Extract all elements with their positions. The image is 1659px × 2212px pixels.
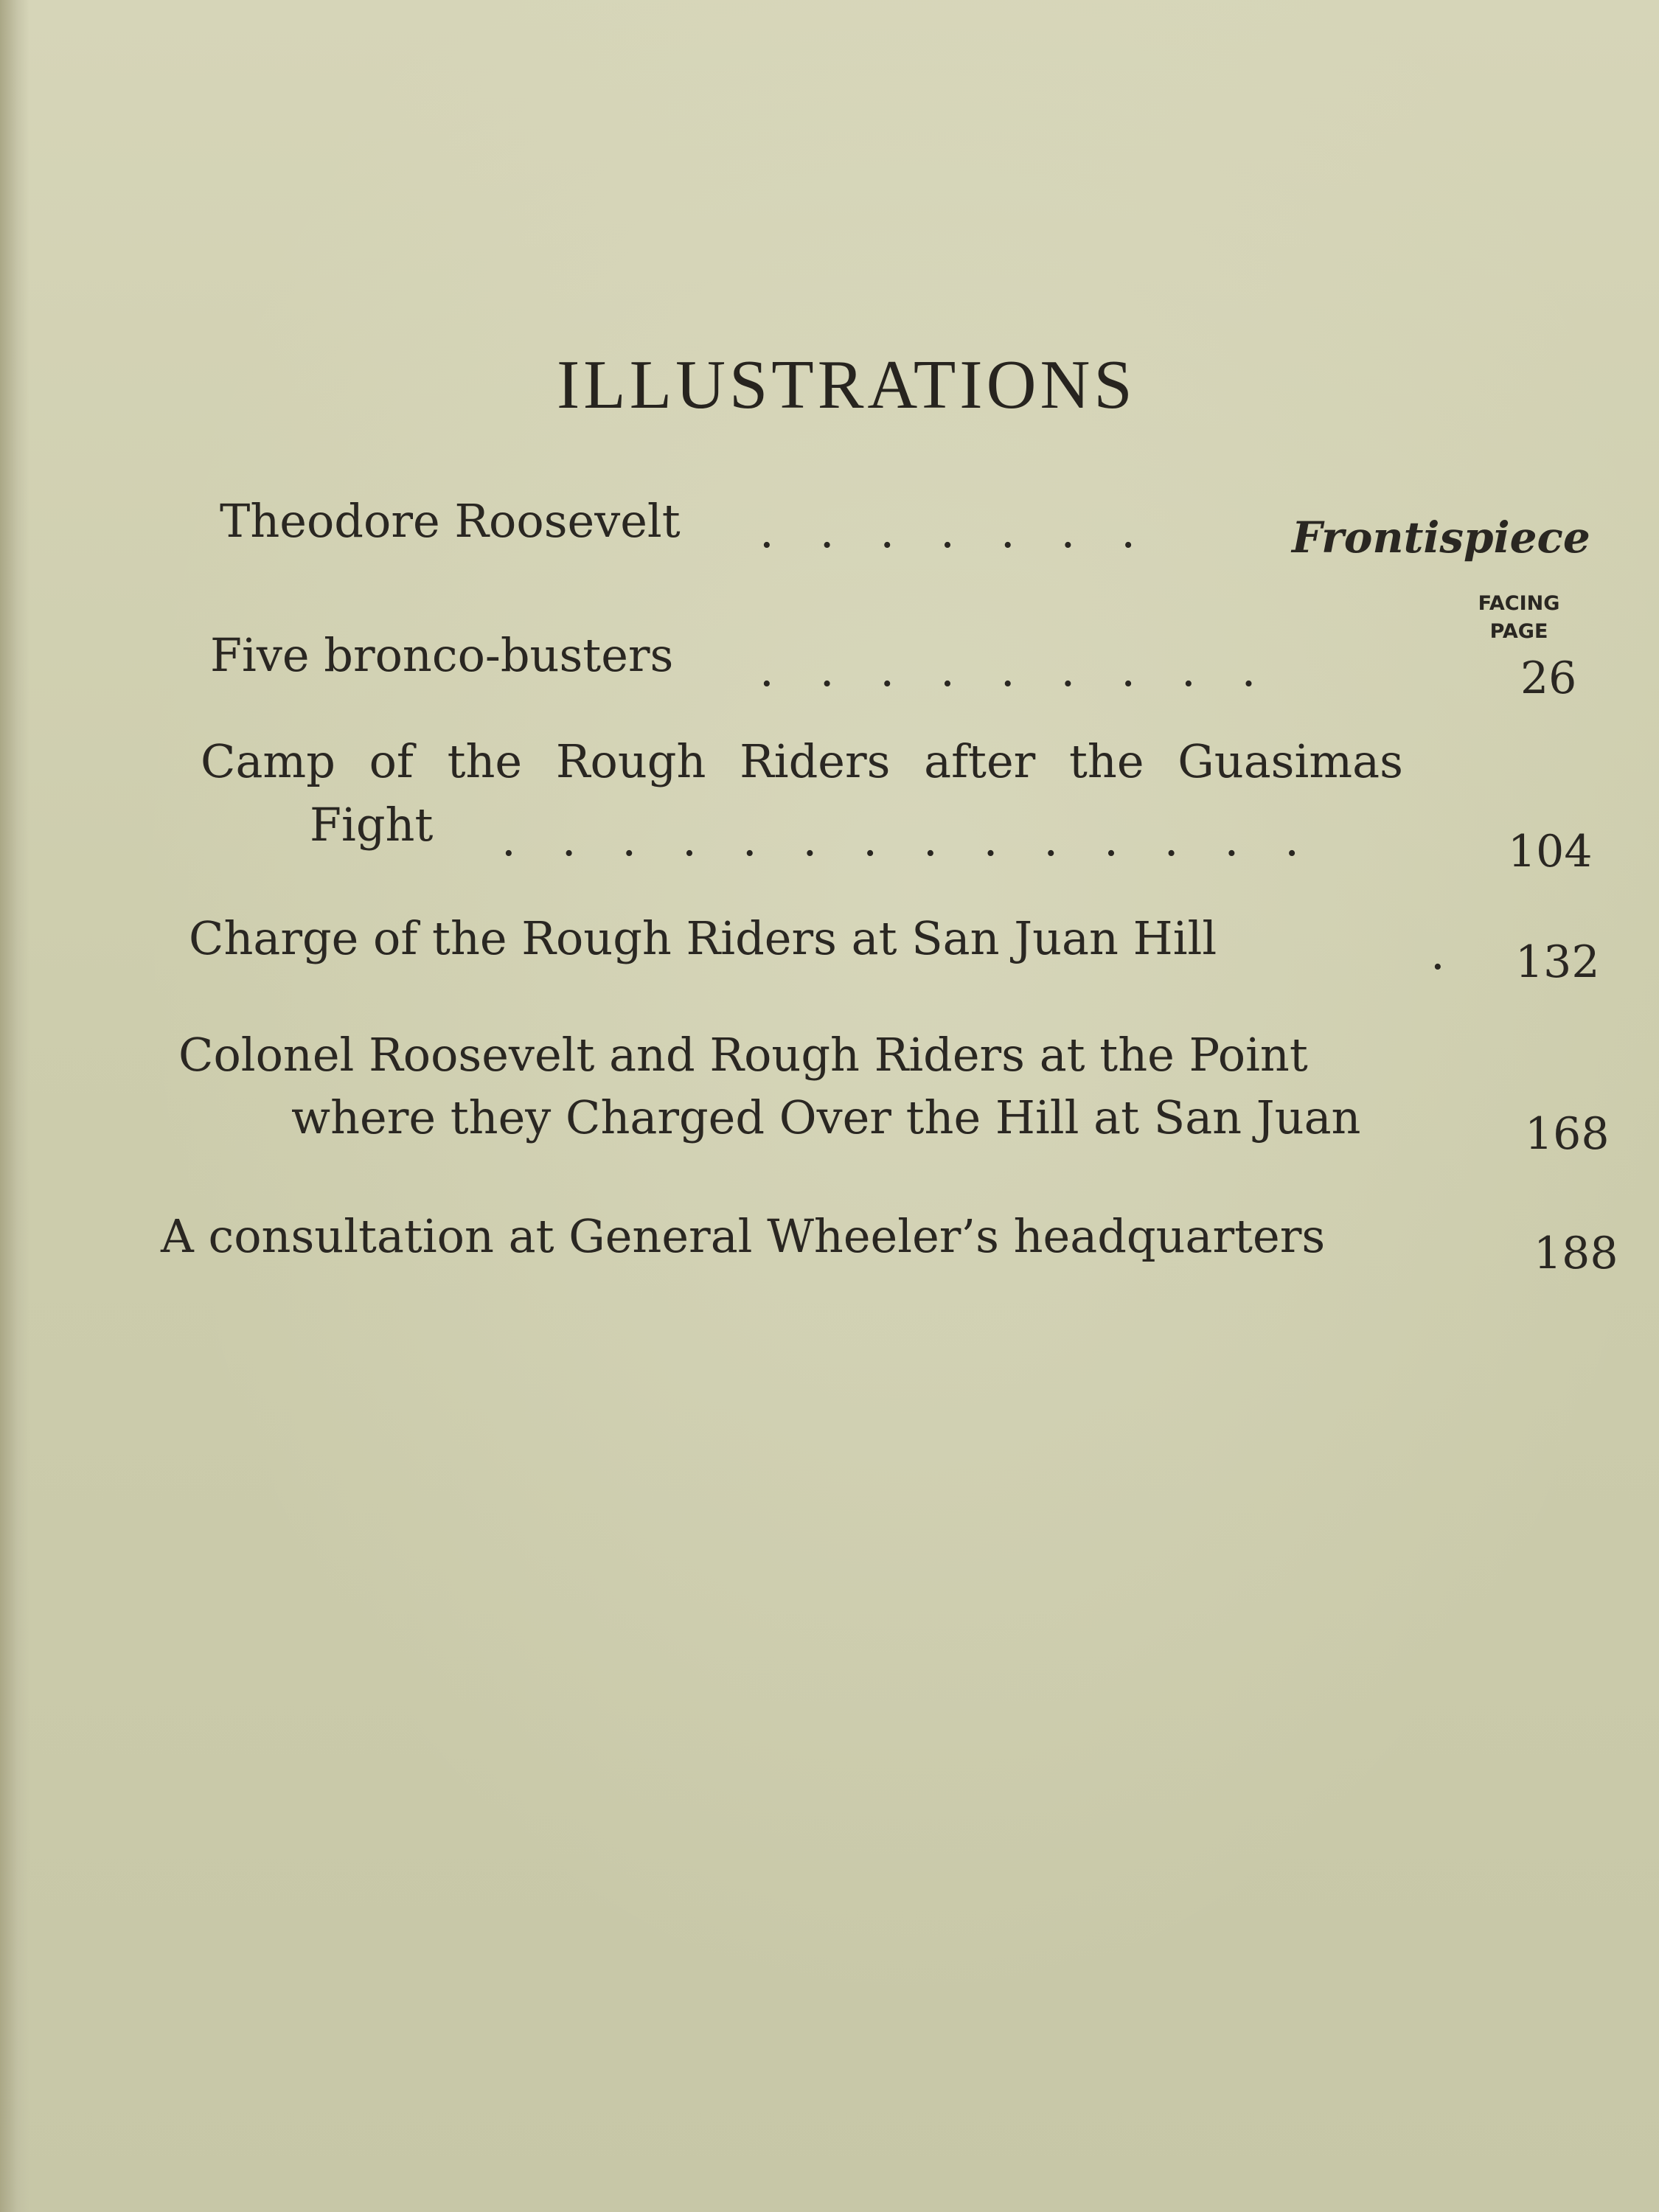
entry-1-page: Frontispiece — [1292, 512, 1590, 563]
entry-3-title-line1: Camp of the Rough Riders after the Guasimas — [201, 734, 1403, 788]
entry-4-title: Charge of the Rough Riders at San Juan Hill — [189, 911, 1217, 965]
entry-3-leader-dots: . . . . . . . . . . . . . . — [501, 813, 1299, 866]
entry-6-title: A consultation at General Wheeler’s headquarters — [161, 1209, 1326, 1263]
entry-4-leader-dots: . — [1430, 926, 1445, 980]
entry-1-title: Theodore Roosevelt — [220, 494, 681, 548]
entry-2-page: 26 — [1520, 653, 1577, 704]
entry-2-leader-dots: . . . . . . . . . — [759, 643, 1256, 697]
entry-5-page: 168 — [1525, 1108, 1610, 1160]
entry-3-page: 104 — [1508, 826, 1593, 877]
entry-5-title-line2: where they Charged Over the Hill at San Juan — [291, 1091, 1361, 1144]
facing-page-header-line1: FACING — [1478, 592, 1560, 615]
facing-page-header — [1460, 590, 1578, 646]
entry-5-title-line1: Colonel Roosevelt and Rough Riders at the Point — [178, 1028, 1308, 1082]
entry-4-page: 132 — [1515, 936, 1600, 988]
entry-1-leader-dots: . . . . . . . — [759, 504, 1135, 558]
entry-6-page: 188 — [1534, 1228, 1618, 1279]
entry-3-title-line2: Fight — [310, 798, 434, 852]
entry-2-title: Five bronco-busters — [210, 628, 674, 682]
page-title: ILLUSTRATIONS — [557, 347, 1136, 423]
facing-page-header-line2: PAGE — [1489, 620, 1548, 643]
page-edge-shadow — [0, 0, 29, 2212]
